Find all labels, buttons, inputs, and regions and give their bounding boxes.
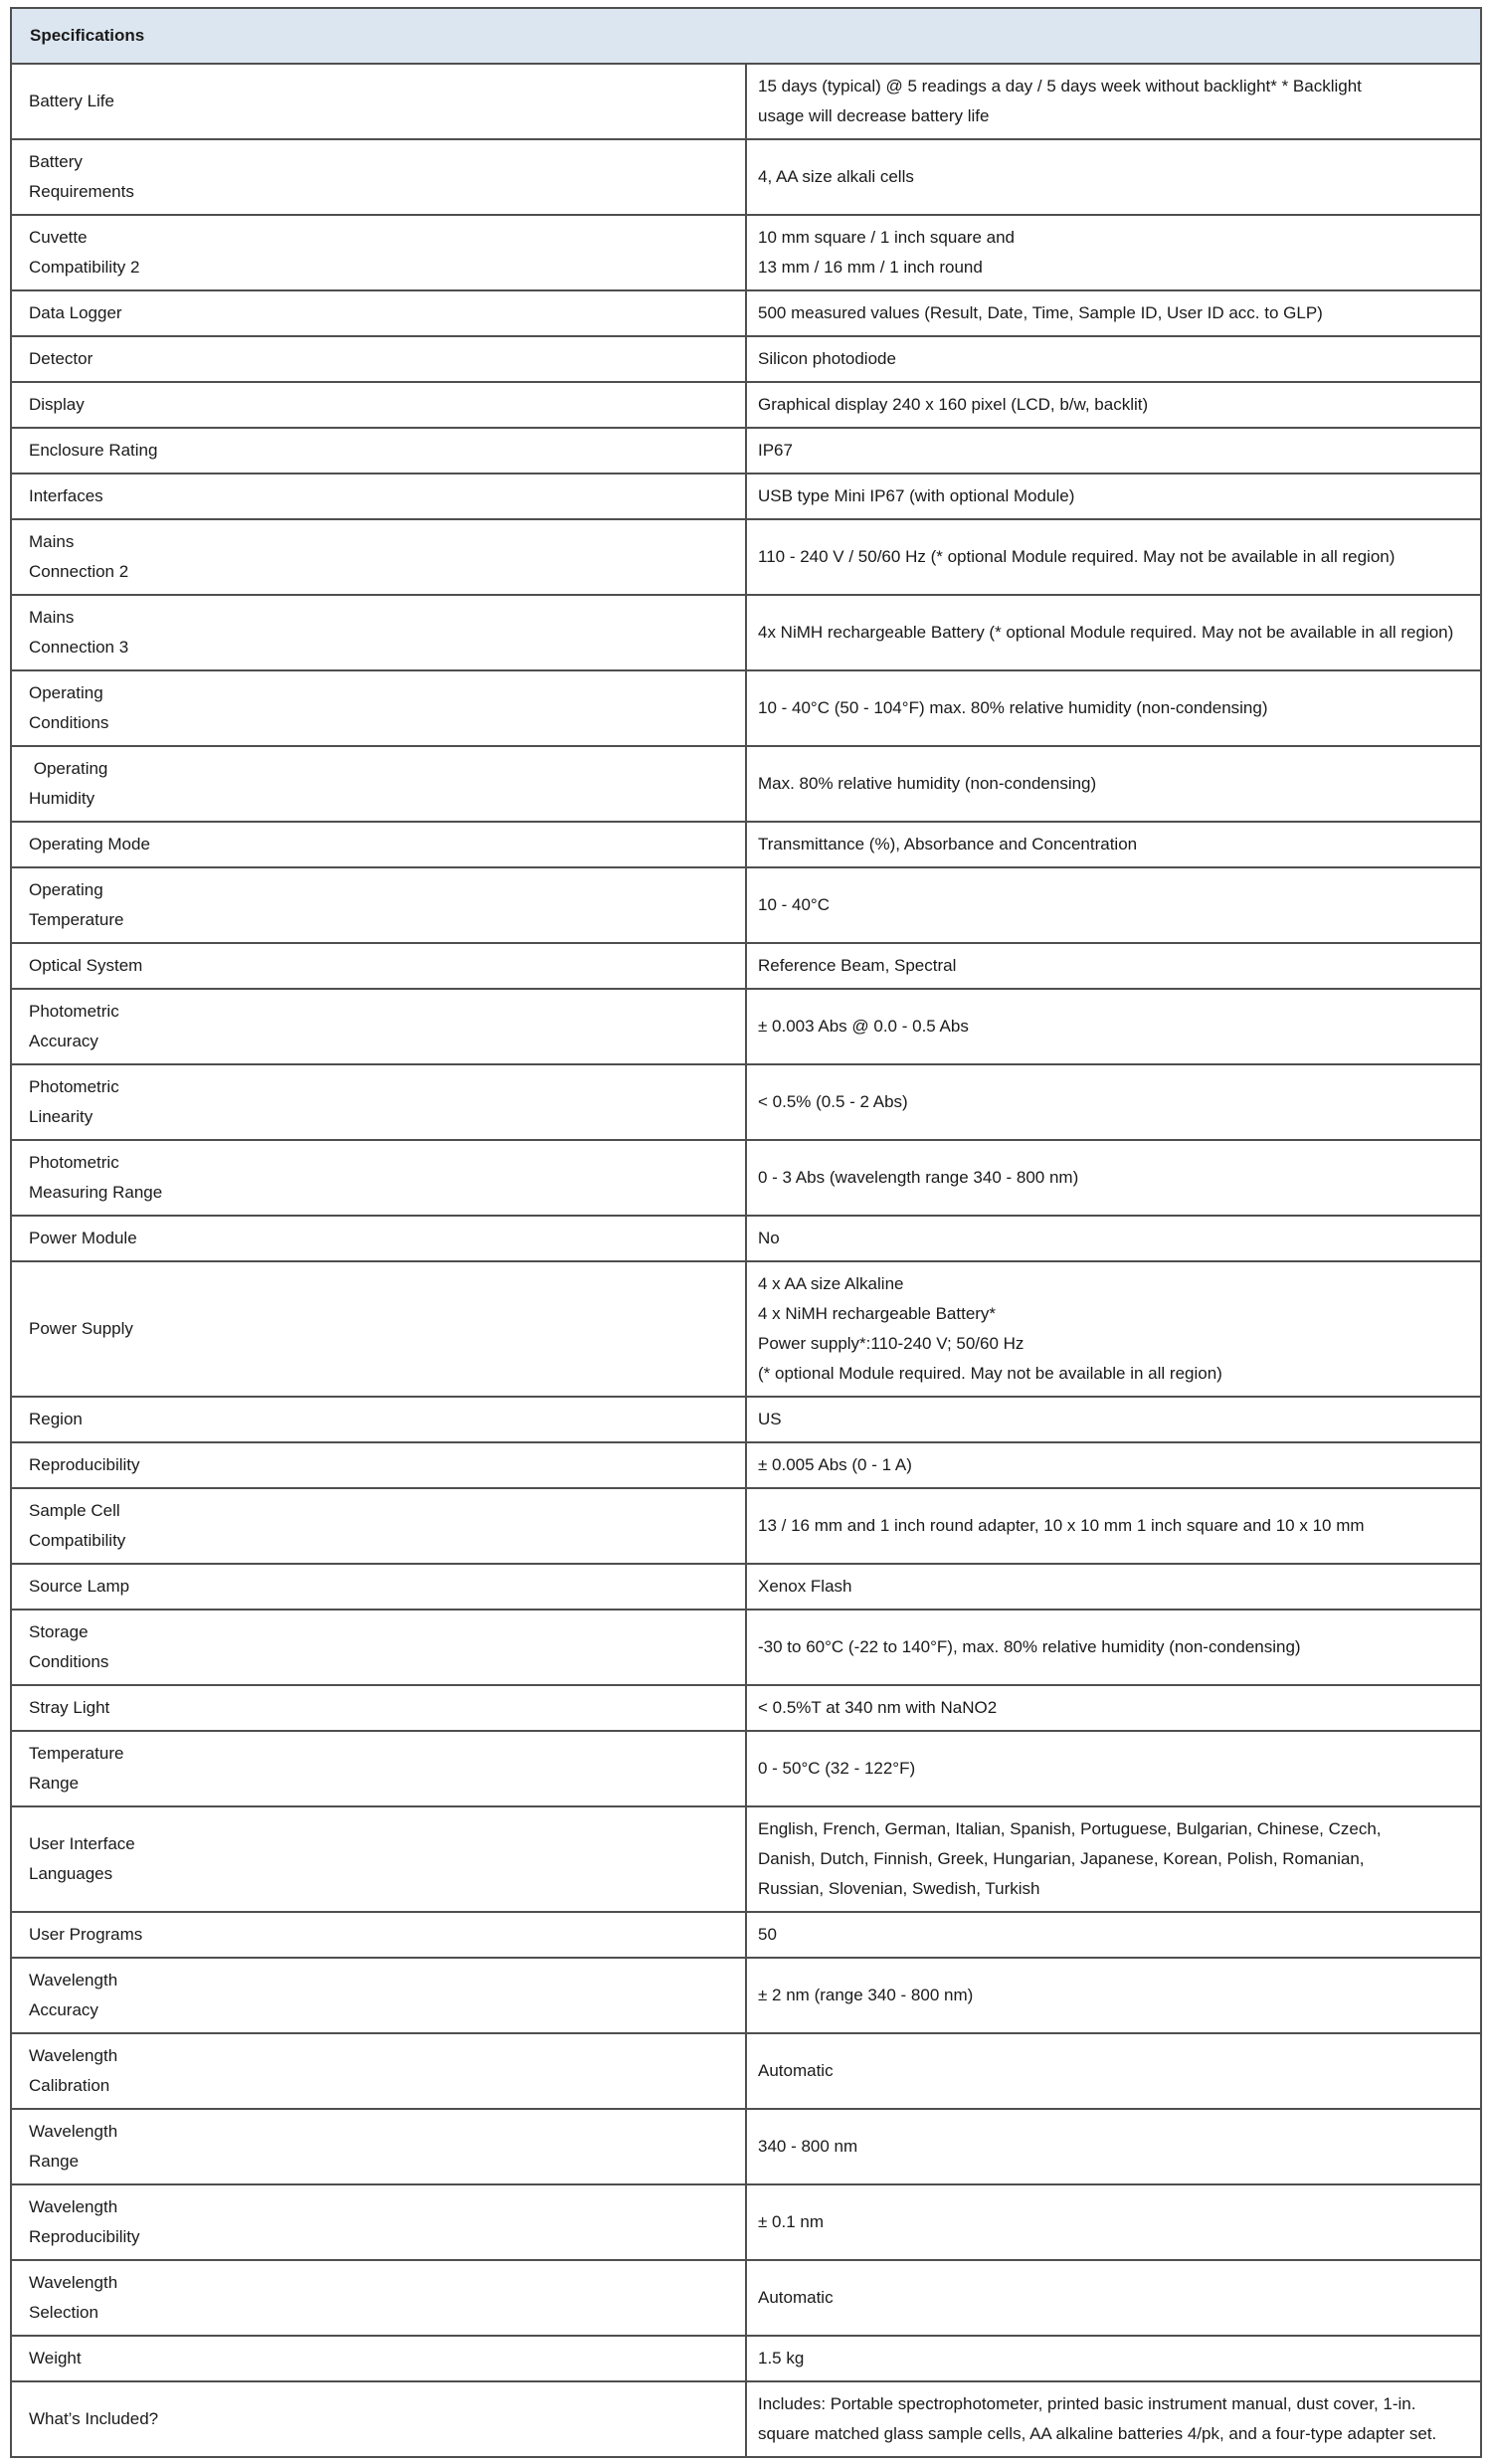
spec-row: [11, 867, 1481, 943]
spec-label: Photometric Linearity: [11, 1064, 746, 1140]
spec-row: [11, 215, 1481, 290]
spec-value: Silicon photodiode: [746, 336, 1481, 382]
spec-value: Transmittance (%), Absorbance and Concentration: [746, 822, 1481, 867]
spec-value: ± 2 nm (range 340 - 800 nm): [746, 1958, 1481, 2033]
spec-label: Stray Light: [11, 1685, 746, 1731]
spec-label: Operating Mode: [11, 822, 746, 867]
specifications-table: [10, 7, 1482, 2458]
spec-row: [11, 746, 1481, 822]
spec-row: [11, 1216, 1481, 1261]
spec-value: 0 - 50°C (32 - 122°F): [746, 1731, 1481, 1806]
spec-label: Cuvette Compatibility 2: [11, 215, 746, 290]
spec-label: Photometric Accuracy: [11, 989, 746, 1064]
spec-label: Wavelength Calibration: [11, 2033, 746, 2109]
spec-row: [11, 2381, 1481, 2457]
spec-row: [11, 822, 1481, 867]
spec-label: Source Lamp: [11, 1564, 746, 1610]
spec-value: 50: [746, 1912, 1481, 1958]
spec-label: Optical System: [11, 943, 746, 989]
spec-value: ± 0.003 Abs @ 0.0 - 0.5 Abs: [746, 989, 1481, 1064]
spec-value: Reference Beam, Spectral: [746, 943, 1481, 989]
table-title: Specifications: [11, 8, 1481, 64]
spec-row: [11, 336, 1481, 382]
spec-row: [11, 1261, 1481, 1397]
spec-label: Data Logger: [11, 290, 746, 336]
spec-label: Display: [11, 382, 746, 428]
spec-label: Wavelength Range: [11, 2109, 746, 2184]
spec-label: Photometric Measuring Range: [11, 1140, 746, 1216]
spec-value: 10 - 40°C (50 - 104°F) max. 80% relative humidity (non-condensing): [746, 670, 1481, 746]
spec-label: Reproducibility: [11, 1442, 746, 1488]
spec-value: < 0.5%T at 340 nm with NaNO2: [746, 1685, 1481, 1731]
spec-value: -30 to 60°C (-22 to 140°F), max. 80% relative humidity (non-condensing): [746, 1610, 1481, 1685]
spec-value: English, French, German, Italian, Spanish, Portuguese, Bulgarian, Chinese, Czech, Danish, Dutch, Finnish, Greek, Hungarian, Japanese, Korean, Polish, Romanian, Russian, Slovenian, Swedish, Turkish: [746, 1806, 1481, 1912]
spec-row: [11, 474, 1481, 519]
spec-label: Operating Conditions: [11, 670, 746, 746]
spec-row: [11, 1958, 1481, 2033]
spec-row: [11, 290, 1481, 336]
spec-label: Operating Temperature: [11, 867, 746, 943]
spec-label: Mains Connection 2: [11, 519, 746, 595]
spec-value: USB type Mini IP67 (with optional Module): [746, 474, 1481, 519]
spec-row: [11, 1064, 1481, 1140]
spec-label: Power Supply: [11, 1261, 746, 1397]
spec-value: Max. 80% relative humidity (non-condensing): [746, 746, 1481, 822]
spec-value: < 0.5% (0.5 - 2 Abs): [746, 1064, 1481, 1140]
spec-row: [11, 2260, 1481, 2336]
spec-value: Automatic: [746, 2260, 1481, 2336]
spec-label: Storage Conditions: [11, 1610, 746, 1685]
spec-row: [11, 1685, 1481, 1731]
spec-row: [11, 1912, 1481, 1958]
spec-label: Battery Requirements: [11, 139, 746, 215]
spec-label: Sample Cell Compatibility: [11, 1488, 746, 1564]
spec-row: [11, 2033, 1481, 2109]
spec-label: Operating Humidity: [11, 746, 746, 822]
spec-label: Wavelength Accuracy: [11, 1958, 746, 2033]
spec-label: Mains Connection 3: [11, 595, 746, 670]
spec-row: [11, 1806, 1481, 1912]
spec-label: Interfaces: [11, 474, 746, 519]
spec-value: IP67: [746, 428, 1481, 474]
spec-label: Weight: [11, 2336, 746, 2381]
spec-row: [11, 1731, 1481, 1806]
spec-row: [11, 64, 1481, 139]
spec-value: Graphical display 240 x 160 pixel (LCD, b/w, backlit): [746, 382, 1481, 428]
spec-value: 0 - 3 Abs (wavelength range 340 - 800 nm): [746, 1140, 1481, 1216]
spec-row: [11, 2184, 1481, 2260]
spec-row: [11, 943, 1481, 989]
spec-value: 13 / 16 mm and 1 inch round adapter, 10 x 10 mm 1 inch square and 10 x 10 mm: [746, 1488, 1481, 1564]
spec-row: [11, 1564, 1481, 1610]
spec-row: [11, 1442, 1481, 1488]
spec-label: Temperature Range: [11, 1731, 746, 1806]
table-header-row: [11, 8, 1481, 64]
spec-value: 500 measured values (Result, Date, Time, Sample ID, User ID acc. to GLP): [746, 290, 1481, 336]
spec-value: 10 - 40°C: [746, 867, 1481, 943]
spec-label: Power Module: [11, 1216, 746, 1261]
spec-label: What’s Included?: [11, 2381, 746, 2457]
spec-label: Enclosure Rating: [11, 428, 746, 474]
spec-row: [11, 519, 1481, 595]
spec-value: 4x NiMH rechargeable Battery (* optional Module required. May not be available in all region): [746, 595, 1481, 670]
spec-value: US: [746, 1397, 1481, 1442]
spec-value: Xenox Flash: [746, 1564, 1481, 1610]
spec-label: Wavelength Selection: [11, 2260, 746, 2336]
spec-label: Detector: [11, 336, 746, 382]
spec-row: [11, 1488, 1481, 1564]
spec-value: 10 mm square / 1 inch square and 13 mm / 16 mm / 1 inch round: [746, 215, 1481, 290]
spec-value: No: [746, 1216, 1481, 1261]
spec-row: [11, 670, 1481, 746]
spec-row: [11, 2109, 1481, 2184]
spec-row: [11, 1397, 1481, 1442]
spec-value: 1.5 kg: [746, 2336, 1481, 2381]
spec-label: Wavelength Reproducibility: [11, 2184, 746, 2260]
spec-value: ± 0.005 Abs (0 - 1 A): [746, 1442, 1481, 1488]
spec-row: [11, 2336, 1481, 2381]
spec-rows: [11, 64, 1481, 2457]
spec-value: 340 - 800 nm: [746, 2109, 1481, 2184]
spec-label: Battery Life: [11, 64, 746, 139]
spec-label: Region: [11, 1397, 746, 1442]
spec-row: [11, 595, 1481, 670]
spec-value: 4 x AA size Alkaline 4 x NiMH rechargeable Battery* Power supply*:110-240 V; 50/60 Hz (* optional Module required. May not be available in all region): [746, 1261, 1481, 1397]
spec-value: Includes: Portable spectrophotometer, printed basic instrument manual, dust cover, 1-in. square matched glass sample cells, AA alkaline batteries 4/pk, and a four-type adapter set.: [746, 2381, 1481, 2457]
spec-row: [11, 382, 1481, 428]
spec-row: [11, 428, 1481, 474]
spec-label: User Interface Languages: [11, 1806, 746, 1912]
spec-row: [11, 139, 1481, 215]
spec-value: Automatic: [746, 2033, 1481, 2109]
spec-row: [11, 989, 1481, 1064]
spec-value: 15 days (typical) @ 5 readings a day / 5 days week without backlight* * Backlight usage will decrease battery life: [746, 64, 1481, 139]
spec-row: [11, 1610, 1481, 1685]
spec-row: [11, 1140, 1481, 1216]
spec-value: 4, AA size alkali cells: [746, 139, 1481, 215]
spec-value: ± 0.1 nm: [746, 2184, 1481, 2260]
spec-label: User Programs: [11, 1912, 746, 1958]
spec-value: 110 - 240 V / 50/60 Hz (* optional Module required. May not be available in all region): [746, 519, 1481, 595]
